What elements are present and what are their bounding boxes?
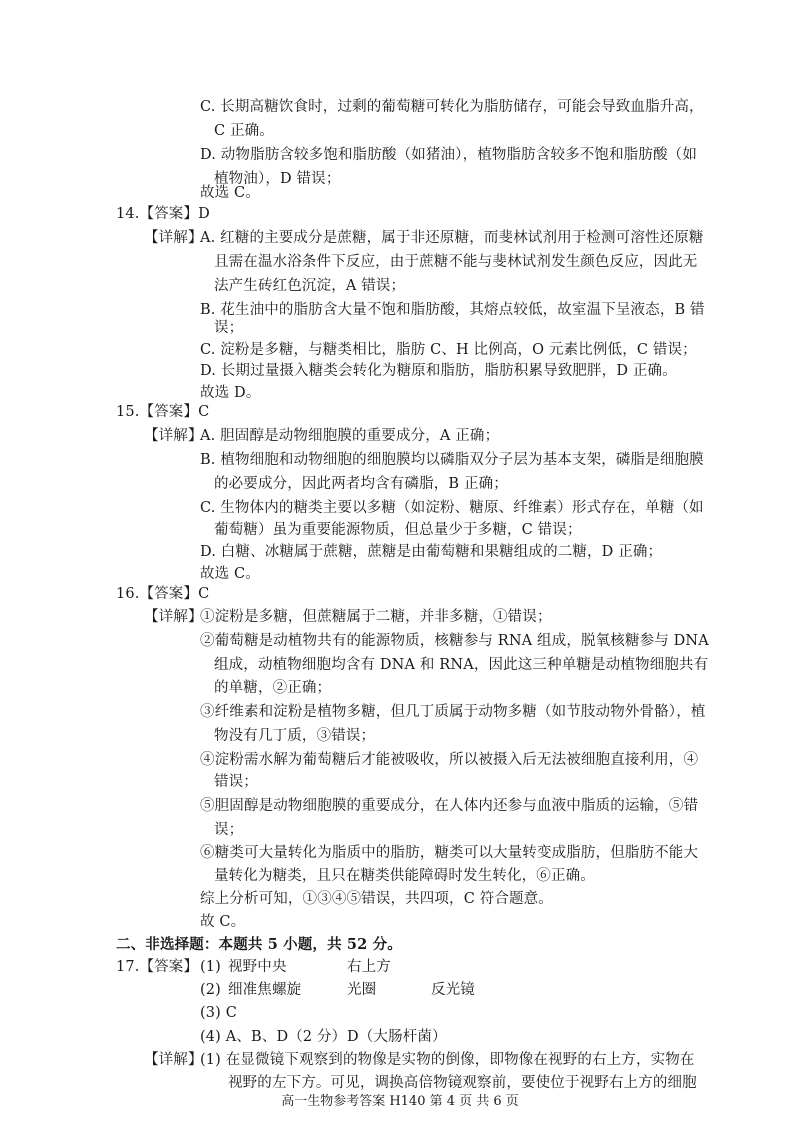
q14-d-line1: D. 长期过量摄入糖类会转化为糖原和脂肪，脂肪积累导致肥胖，D 正确。 — [200, 363, 677, 379]
q16-statement-3-line2: 物没有几丁质，③错误； — [214, 728, 376, 744]
q16-statement-5-line2: 误； — [214, 822, 244, 838]
q15-a-line1: A. 胆固醇是动物细胞膜的重要成分，A 正确； — [200, 428, 500, 444]
q16-statement-2-line3: 的单糖，②正确； — [214, 680, 332, 696]
q16-statement-1: ①淀粉是多糖，但蔗糖属于二糖，并非多糖，①错误； — [200, 609, 552, 625]
q16-statement-4-line1: ④淀粉需水解为葡萄糖后才能被吸收，所以被摄入后无法被细胞直接利用，④ — [200, 752, 699, 768]
q17-answer-2-a: 细准焦螺旋 — [228, 982, 302, 998]
q13-option-c-line2: C 正确。 — [214, 123, 274, 139]
q17-answer-1-a: 视野中央 — [228, 959, 287, 975]
q14-a-line3: 法产生砖红色沉淀，A 错误； — [214, 278, 406, 294]
q15-detail-label: 【详解】 — [144, 428, 203, 444]
q17-answer-label: 17.【答案】 — [116, 959, 199, 975]
q17-answer-2-num: (2) — [200, 982, 221, 998]
q13-option-d-line1: D. 动物脂肪含较多饱和脂肪酸（如猪油），植物脂肪含较多不饱和脂肪酸（如 — [200, 147, 697, 163]
q17-detail-line1: (1) 在显微镜下观察到的物像是实物的倒像，即物像在视野的右上方，实物在 — [200, 1052, 695, 1068]
q13-option-d-line2: 植物油），D 错误； — [214, 171, 341, 187]
q15-c-line2: 葡萄糖）虽为重要能源物质，但总量少于多糖，C 错误； — [214, 522, 582, 538]
q14-a-line2: 且需在温水浴条件下反应，由于蔗糖不能与斐林试剂发生颜色反应，因此无 — [214, 254, 698, 270]
q17-answer-1-num: (1) — [200, 959, 221, 975]
q17-detail-label: 【详解】 — [144, 1052, 203, 1068]
q17-answer-1-b: 右上方 — [347, 959, 391, 975]
q15-answer: 15.【答案】C — [116, 404, 210, 420]
q14-b-line2: 误； — [214, 320, 244, 336]
q17-answer-2-b: 光圈 — [347, 982, 377, 998]
page-footer: 高一生物参考答案 H140 第 4 页 共 6 页 — [281, 1094, 519, 1109]
q15-d-line1: D. 白糖、冰糖属于蔗糖，蔗糖是由葡萄糖和果糖组成的二糖，D 正确； — [200, 544, 663, 560]
q15-conclusion: 故选 C。 — [200, 566, 260, 582]
q14-a-line1: A. 红糖的主要成分是蔗糖，属于非还原糖，而斐林试剂用于检测可溶性还原糖 — [200, 230, 704, 246]
q16-statement-6-line2: 量转化为糖类，且只在糖类供能障碍时发生转化，⑥正确。 — [214, 868, 595, 884]
q16-statement-2-line1: ②葡萄糖是动植物共有的能源物质，核糖参与 RNA 组成，脱氧核糖参与 DNA — [200, 633, 709, 649]
q13-conclusion: 故选 C。 — [200, 185, 260, 201]
q16-statement-3-line1: ③纤维素和淀粉是植物多糖，但几丁质属于动物多糖（如节肢动物外骨骼），植 — [200, 704, 706, 720]
q17-answer-3: (3) C — [200, 1005, 237, 1021]
q17-detail-line2: 视野的左下方。可见，调换高倍物镜观察前，要使位于视野右上方的细胞 — [228, 1075, 697, 1091]
q14-answer: 14.【答案】D — [116, 206, 210, 222]
q16-answer: 16.【答案】C — [116, 586, 210, 602]
q16-conclusion: 故 C。 — [200, 914, 246, 930]
q13-option-c-line1: C. 长期高糖饮食时，过剩的葡萄糖可转化为脂肪储存，可能会导致血脂升高， — [200, 99, 704, 115]
q15-b-line1: B. 植物细胞和动物细胞的细胞膜均以磷脂双分子层为基本支架，磷脂是细胞膜 — [200, 452, 704, 468]
q14-c-line1: C. 淀粉是多糖，与糖类相比，脂肪 C、H 比例高，O 元素比例低，C 错误； — [200, 342, 697, 358]
q14-detail-label: 【详解】 — [144, 230, 203, 246]
q16-statement-6-line1: ⑥糖类可大量转化为脂质中的脂肪，糖类可以大量转变成脂肪，但脂肪不能大 — [200, 845, 699, 861]
q16-detail-label: 【详解】 — [144, 609, 203, 625]
q15-b-line2: 的必要成分，因此两者均含有磷脂，B 正确； — [214, 476, 508, 492]
q14-b-line1: B. 花生油中的脂肪含大量不饱和脂肪酸，其熔点较低，故室温下呈液态，B 错 — [200, 302, 705, 318]
q16-summary: 综上分析可知，①③④⑤错误，共四项，C 符合题意。 — [200, 891, 553, 907]
q16-statement-4-line2: 错误； — [214, 774, 258, 790]
q16-statement-5-line1: ⑤胆固醇是动物细胞膜的重要成分，在人体内还参与血液中脂质的运输，⑤错 — [200, 798, 699, 814]
section-2-heading: 二、非选择题：本题共 5 小题，共 52 分。 — [116, 936, 402, 953]
q17-answer-4-a: (4) A、B、D（2 分） — [200, 1029, 347, 1045]
q15-c-line1: C. 生物体内的糖类主要以多糖（如淀粉、糖原、纤维素）形式存在，单糖（如 — [200, 500, 704, 516]
q14-conclusion: 故选 D。 — [200, 385, 261, 401]
q17-answer-2-c: 反光镜 — [431, 982, 475, 998]
q17-answer-4-b: D（大肠杆菌） — [347, 1029, 447, 1045]
q16-statement-2-line2: 组成，动植物细胞均含有 DNA 和 RNA，因此这三种单糖是动植物细胞共有 — [214, 657, 709, 673]
